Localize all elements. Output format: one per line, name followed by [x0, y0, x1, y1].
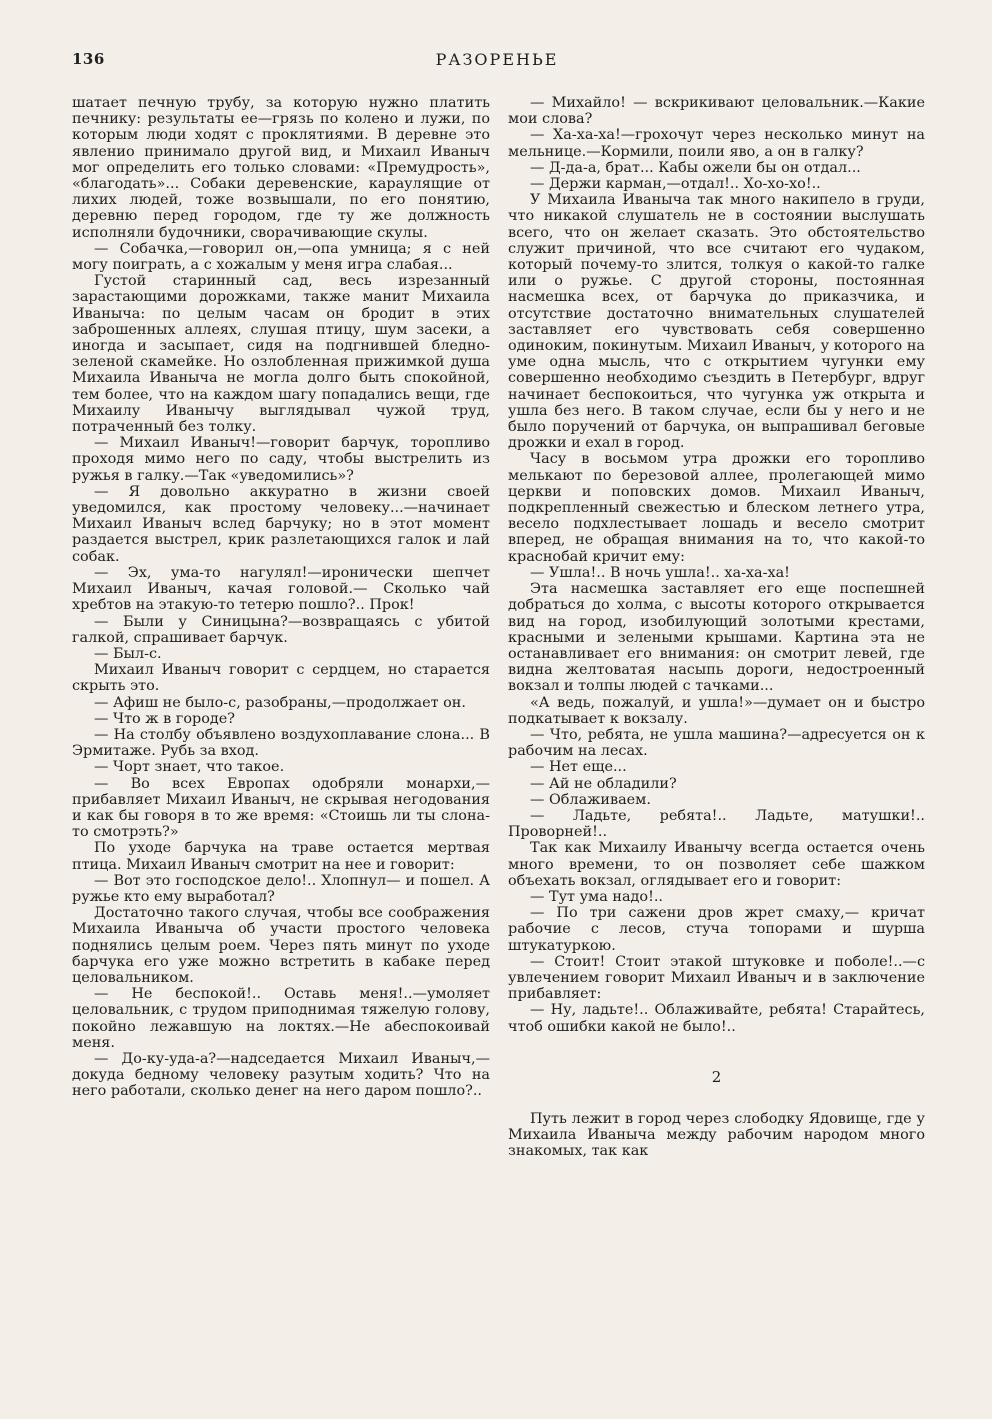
paragraph: Достаточно такого случая, чтобы все соображения Михаила Иваныча об участи простого человека поднялись целым роем. Через пять минут по уходе барчука его уже можно встретить в кабаке перед целовальником. — [72, 905, 490, 986]
paragraph: — Что ж в городе? — [94, 710, 235, 727]
paragraph: — Вот это господское дело!.. Хлопнул— и пошел. А ружье кто ему выработал? — [72, 872, 490, 905]
paragraph: шатает печную трубу, за которую нужно платить печнику: результаты ее—грязь по колено и лужи, по которым люди ходят с проклятиями. В деревне это явленио принимало другой вид, и Михаил Иваныч мог определить его только словами: «Премудрость», «благодать»... Собаки деревенские, караулящие от лихих людей, тоже возвышали, по его понятию, деревню перед городом, где ту же должность исполняли будочники, сворачивающие скулы. — [72, 95, 490, 241]
paragraph: — Я довольно аккуратно в жизни своей уведомился, как простому человеку...—начинает Михаил Иваныч вслед барчуку; но в этот момент раздается выстрел, крик разлетающихся галок и лай собак. — [72, 483, 490, 565]
paragraph: — Афиш не было-с, разобраны,—продолжает он. — [94, 694, 466, 711]
paragraph: — Что, ребята, не ушла машина?—адресуется он к рабочим на лесах. — [508, 726, 925, 760]
paragraph: — Во всех Европах одобряли монархи,— прибавляет Михаил Иваныч, не скрывая негодования и как бы говоря в то же время: «Стоишь ли ты слона-то смотрэть?» — [72, 775, 490, 841]
paragraph: — Был-с. — [94, 645, 162, 662]
paragraph: — Тут ума надо!.. — [530, 888, 664, 905]
paragraph: «А ведь, пожалуй, и ушла!»—думает он и быстро подкатывает к вокзалу. — [508, 694, 925, 727]
paragraph: По уходе барчука на траве остается мертвая птица. Михаил Иваныч смотрит на нее и говорит: — [72, 840, 490, 873]
left-column — [72, 95, 490, 1100]
paragraph: — Облаживаем. — [530, 791, 651, 808]
paragraph: — Михаил Иваныч!—говорит барчук, торопливо проходя мимо него по саду, чтобы выстрелить из ружья в галку.—Так «уведомились»? — [72, 435, 490, 484]
paragraph: Часу в восьмом утра дрожки его торопливо мелькают по березовой аллее, пролегающей мимо церкви и поповских домов. Михаил Иваныч, подкрепленный свежестью и блеском летнего утра, весело подхлестывает лошадь и весело смотрит вперед, не обращая внимания на то, что какой-то краснобай кричит ему: — [508, 451, 925, 565]
paragraph: — Собачка,—говорил он,—опа умница; я с ней могу поиграть, а с хожалым у меня игра слабая... — [72, 240, 490, 274]
paragraph: Так как Михаилу Иванычу всегда остается очень много времени, то он позволяет себе шажком объехать вокзал, оглядывает его и говорит: — [508, 840, 925, 889]
paragraph: Густой старинный сад, весь изрезанный зарастающими дорожками, также манит Михаила Иваныча: по целым часам он бродит в этих заброшенных аллеях, слушая птицу, шум засеки, а иногда и засыпает, сидя на подгнившей бледно-зеленой скамейке. Но озлобленная прижимкой душа Михаила Иваныча не могла долго быть спокойной, тем более, что на каждом шагу попадались вещи, где Михаилу Иванычу выглядывал чужой труд, потраченный без толку. — [72, 273, 490, 436]
paragraph: — Эх, ума-то нагулял!—иронически шепчет Михаил Иваныч, качая головой.— Сколько чай хребтов на этакую-то тетерю пошло?.. Прок! — [72, 564, 490, 614]
paragraph: — Ушла!.. В ночь ушла!.. ха-ха-ха! — [530, 564, 790, 581]
section-number: 2 — [711, 1067, 722, 1086]
paragraph: — Д-да-а, брат... Кабы ожели бы он отдал... — [530, 159, 861, 176]
paragraph: У Михаила Иваныча так много накипело в груди, что никакой слушатель не в состоянии выслушать всего, что он желает сказать. Это обстоятельство служит причиной, что все считают его чудаком, который почему-то злится, толкуя о какой-то галке или о ружье. С другой стороны, постоянная насмешка всех, от барчука до приказчика, и отсутствие достаточно внимательных слушателей заставляет его чувствовать себя совершенно одиноким, покинутым. Михаил Иваныч, у которого на уме одна мысль, что с открытием чугунки ему совершенно необходимо съездить в Петербург, вдруг начинает беспокоиться, что чугунка уж открыта и ушла без него. В таком случае, если бы у него и не было поручений от барчука, он выпрашивал беговые дрожки и ехал в город. — [508, 192, 925, 452]
paragraph: — На столбу объявлено воздухоплавание слона... В Эрмитаже. Рубь за вход. — [72, 726, 490, 760]
page-header — [72, 50, 922, 78]
paragraph: — Чорт знает, что такое. — [94, 759, 285, 776]
paragraph: — Ну, ладьте!.. Облаживайте, ребята! Старайтесь, чтоб ошибки какой не было!.. — [508, 1002, 925, 1035]
page-number: 136 — [72, 50, 105, 68]
right-column — [508, 95, 925, 1160]
paragraph: — Держи карман,—отдал!.. Хо-хо-хо!.. — [530, 176, 821, 193]
paragraph: — По три сажени дров жрет смаху,— кричат рабочие с лесов, стуча топорами и шурша штукатуркою. — [508, 905, 925, 954]
paragraph: — Стоит! Стоит этакой штуковке и поболе!..—с увлечением говорит Михаил Иваныч и в заключение прибавляет: — [508, 953, 925, 1003]
paragraph: — Ай не обладили? — [530, 775, 677, 792]
paragraph: Путь лежит в город через слободку Ядовище, где у Михаила Иваныча между рабочим народом много знакомых, так как — [508, 1110, 925, 1160]
paragraph: — Нет еще... — [530, 759, 627, 776]
paragraph: — Михайло! — вскрикивают целовальник.—Какие мои слова? — [508, 95, 925, 128]
running-title: РАЗОРЕНЬЕ — [435, 50, 559, 69]
paragraph: — До-ку-уда-а?—надседается Михаил Иваныч,—докуда бедному человеку разутым ходить? Что на него работали, сколько денег на него даром пошло?.. — [72, 1050, 490, 1100]
paragraph: Эта насмешка заставляет его еще поспешней добраться до холма, с высоты которого открывается вид на город, изобилующий золотыми крестами, красными и зелеными крышами. Картина эта не останавливает его внимания: он смотрит левей, где видна желтоватая насыпь дороги, недостроенный вокзал и толпы людей с тачками... — [508, 581, 925, 695]
paragraph: — Не беспокой!.. Оставь меня!..—умоляет целовальник, с трудом приподнимая тяжелую голову, покойно лежавшую на локтях.—Не абеспокоивай меня. — [72, 986, 490, 1051]
paragraph: — Ха-ха-ха!—грохочут через несколько минут на мельнице.—Кормили, поили яво, а он в галку? — [508, 127, 925, 160]
paragraph: — Были у Синицына?—возвращаясь с убитой галкой, спрашивает барчук. — [72, 613, 490, 646]
paragraph: Михаил Иваныч говорит с сердцем, но старается скрыть это. — [72, 662, 490, 695]
paragraph: — Ладьте, ребята!.. Ладьте, матушки!.. Проворней!.. — [508, 807, 925, 841]
